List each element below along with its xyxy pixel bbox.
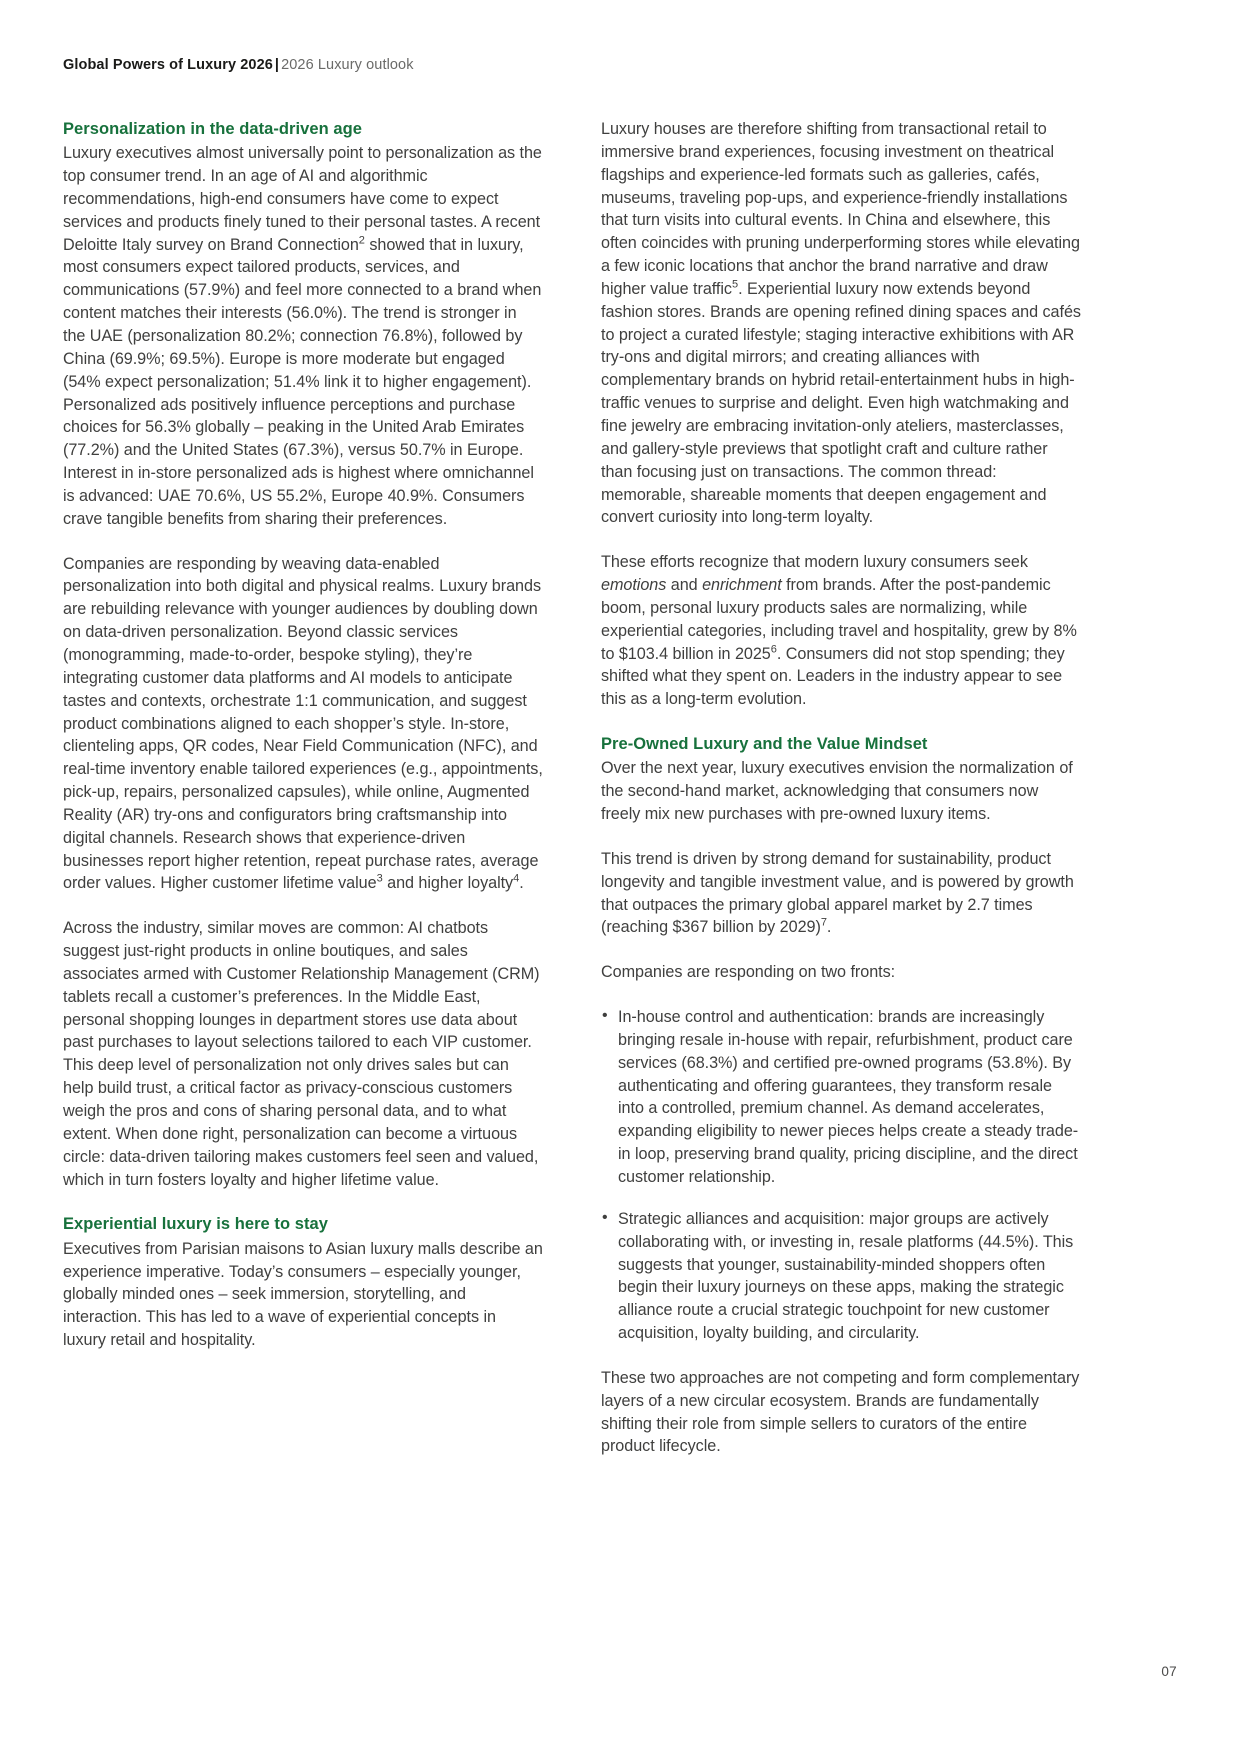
two-fronts-bullet-list — [601, 1006, 1081, 1345]
footnote-ref-2: 2 — [358, 234, 365, 247]
page-header — [63, 57, 414, 73]
footnote-ref-6: 6 — [770, 643, 777, 656]
header-subtitle: 2026 Luxury outlook — [281, 57, 414, 73]
para-text-a: These efforts recognize that modern luxury consumers seek — [601, 553, 1028, 572]
footnote-ref-7: 7 — [820, 917, 827, 930]
paragraph-personalization-intro — [63, 142, 543, 530]
list-item: • In-house control and authentication: brands are increasingly bringing resale in-house with repair, refurbishment, product care services (68.3%) and certified pre-owned programs (53.8%). By authenticating and offering guarantees, they transform resale into a controlled, premium channel. As demand accelerates, expanding eligibility to newer pieces helps create a steady trade-in loop, preserving brand quality, pricing discipline, and the direct customer relationship. — [601, 1006, 1081, 1189]
para-text-a: This trend is driven by strong demand for sustainability, product longevity and tangible investment value, and is powered by growth that outpaces the primary global apparel market by 2.7 times (reaching $367 billion by 2029) — [601, 849, 1074, 937]
para-text-b: . — [826, 918, 832, 937]
para-text-b: and — [666, 576, 703, 595]
heading-pre-owned-luxury: Pre-Owned Luxury and the Value Mindset — [601, 735, 928, 754]
paragraph-luxury-houses — [601, 118, 1081, 529]
paragraph-second-hand-market: Over the next year, luxury executives envision the normalization of the second-hand market, acknowledging that consumers now freely mix new purchases with pre-owned luxury items. — [601, 759, 1073, 824]
para-text-d: . Consumers did not stop spending; they shifted what they spent on. Leaders in the industry appear to see this as a long-term evolution. — [601, 644, 1065, 709]
paragraph-companies-responding — [63, 553, 543, 896]
page-number: 07 — [1161, 1664, 1177, 1679]
paragraph-experiential-intro: Executives from Parisian maisons to Asian luxury malls describe an experience imperative. Today’s consumers – especially younger, globally minded ones – seek immersion, storytelling, and interaction. This has led to a wave of experiential concepts in luxury retail and hospitality. — [63, 1239, 543, 1350]
para-text-c: from brands. After the post-pandemic boom, personal luxury products sales are normalizing, while experiential categories, including travel and hospitality, grew by 8% to $103.4 billion in 2025 — [601, 576, 1077, 663]
emphasis-enrichment: enrichment — [702, 576, 782, 595]
footnote-ref-3: 3 — [376, 873, 383, 886]
header-brand: Global Powers of Luxury 2026 — [63, 57, 273, 73]
two-column-body — [63, 118, 1180, 1458]
heading-personalization: Personalization in the data-driven age — [63, 120, 362, 138]
para-text-c: . — [519, 874, 524, 893]
footnote-ref-4: 4 — [513, 873, 520, 886]
paragraph-two-fronts-lead-in: Companies are responding on two fronts: — [601, 963, 896, 982]
para-text-a: Luxury houses are therefore shifting from transactional retail to immersive brand experiences, focusing investment on theatrical flagships and experience-led formats such as galleries, cafés, museums, traveling pop-ups, and experience-friendly installations that turn visits into cultural events. In China and elsewhere, this often coincides with pruning underperforming stores while elevating a few iconic locations that anchor the brand narrative and draw higher value traffic — [601, 120, 1080, 298]
para-text-b: showed that in luxury, most consumers expect tailored products, services, and communications (57.9%) and feel more connected to a brand when content matches their interests (56.0%). The trend is stronger in the UAE (personalization 80.2%; connection 76.8%), followed by China (69.9%; 69.5%). Europe is more moderate but engaged (54% expect personalization; 51.4% link it to higher engagement). Personalized ads positively influence perceptions and purchase choices for 56.3% globally – peaking in the United Arab Emirates (77.2%) and the United States (67.3%), versus 50.7% in Europe. Interest in in-store personalized ads is highest where omnichannel is advanced: UAE 70.6%, US 55.2%, Europe 40.9%. Consumers crave tangible benefits from sharing their preferences. — [63, 235, 542, 528]
header-separator: | — [274, 57, 280, 73]
paragraph-emotions-enrichment — [601, 551, 1081, 711]
left-column — [63, 118, 543, 1458]
para-text-a: Companies are responding by weaving data-enabled personalization into both digital and physical realms. Luxury brands are rebuilding relevance with younger audiences by doubling down on data-driven personalization. Beyond classic services (monogramming, made-to-order, bespoke styling), they’re integrating customer data platforms and AI models to anticipate tastes and contexts, orchestrate 1:1 communication, and suggest product combinations aligned to each shopper’s style. In-store, clienteling apps, QR codes, Near Field Communication (NFC), and real-time inventory enable tailored experiences (e.g., appointments, pick-up, repairs, personalized capsules), while online, Augmented Reality (AR) try-ons and configurators bring craftsmanship into digital channels. Research shows that experience-driven businesses report higher retention, repeat purchase rates, average order values. Higher customer lifetime value — [63, 554, 543, 893]
heading-experiential-luxury: Experiential luxury is here to stay — [63, 1215, 328, 1234]
paragraph-circular-ecosystem: These two approaches are not competing and form complementary layers of a new circular ecosystem. Brands are fundamentally shifting their role from simple sellers to curators of the entire product lifecycle. — [601, 1368, 1080, 1456]
para-text-b: . Experiential luxury now extends beyond fashion stores. Brands are opening refined dining spaces and cafés to project a curated lifestyle; staging interactive exhibitions with AR try-ons and digital mirrors; and creating alliances with complementary brands on hybrid retail-entertainment hubs in high-traffic venues to surprise and delight. Even high watchmaking and fine jewelry are embracing invitation-only ateliers, masterclasses, and gallery-style previews that spotlight craft and culture rather than focusing just on transactions. The common thread: memorable, shareable moments that deepen engagement and convert curiosity into long-term loyalty. — [601, 279, 1081, 527]
emphasis-emotions: emotions — [601, 576, 667, 595]
right-column — [601, 118, 1081, 1458]
footnote-ref-5: 5 — [731, 278, 739, 291]
paragraph-sustainability-growth — [601, 848, 1081, 939]
para-text-a: Luxury executives almost universally point to personalization as the top consumer trend. In an age of AI and algorithmic recommendations, high-end consumers have come to expect services and products finely tuned to their personal tastes. A recent Deloitte Italy survey on Brand Connection — [63, 144, 542, 254]
paragraph-across-industry: Across the industry, similar moves are common: AI chatbots suggest just-right products in online boutiques, and sales associates armed with Customer Relationship Management (CRM) tablets recall a customer’s preferences. In the Middle East, personal shopping lounges in department stores use data about past purchases to layout selections tailored to each VIP customer. This deep level of personalization not only drives sales but can help build trust, a critical factor as privacy-conscious customers weigh the pros and cons of sharing personal data, and to what extent. When done right, personalization can become a virtuous circle: data-driven tailoring makes customers feel seen and valued, which in turn fosters loyalty and higher lifetime value. — [63, 919, 540, 1189]
para-text-b: and higher loyalty — [382, 874, 514, 893]
list-item: • Strategic alliances and acquisition: major groups are actively collaborating with, or investing in, resale platforms (44.5%). This suggests that younger, sustainability-minded shoppers often begin their luxury journeys on these apps, making the strategic alliance route a crucial strategic touchpoint for new customer acquisition, loyalty building, and circularity. — [601, 1208, 1081, 1345]
